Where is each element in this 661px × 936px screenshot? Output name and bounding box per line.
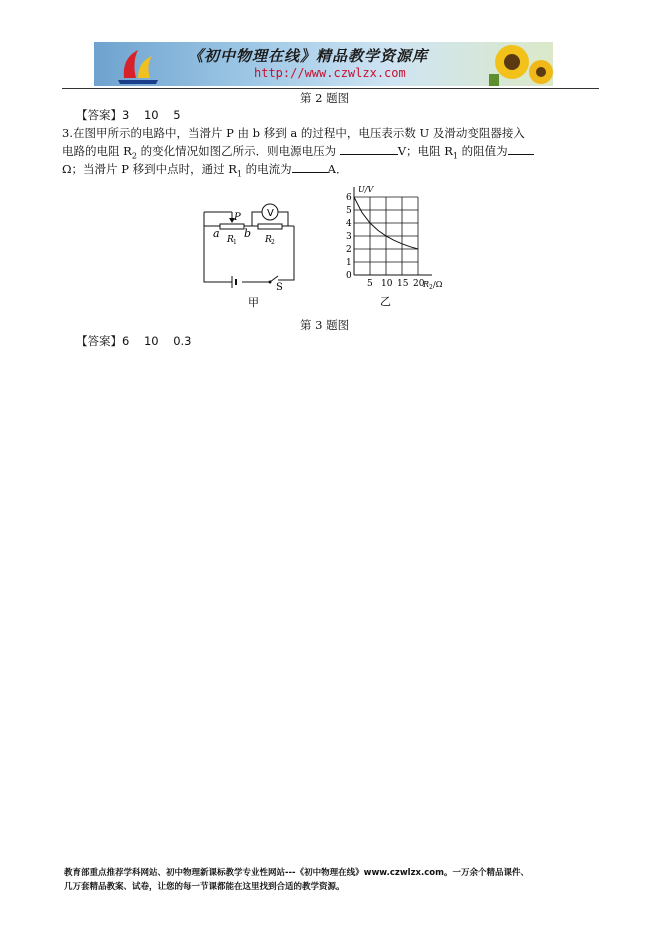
label-r2-sub: 2 (271, 239, 275, 246)
y-tick-label: 6 (346, 193, 352, 203)
q3-sub: 1 (236, 169, 242, 179)
x-axis-label-sub: 2 (429, 284, 433, 291)
answer-blank-current[interactable] (292, 162, 328, 173)
y-tick-label: 2 (346, 245, 352, 255)
x-axis-unit: /Ω (433, 280, 443, 289)
x-axis-label: R (423, 280, 430, 289)
label-r1: R (227, 235, 234, 245)
q3-text: Ω；当滑片 P 移到中点时，通过 R (62, 162, 237, 176)
label-r2: R (265, 235, 272, 245)
question3-line1: 3.在图甲所示的电路中，当滑片 P 由 b 移到 a 的过程中，电压表示数 U 及滑动变阻器接入 (62, 126, 525, 140)
header-rule (62, 88, 599, 89)
q3-text: 的电流为 (242, 162, 292, 176)
label-b: b (244, 227, 252, 240)
u-r-graph (330, 176, 460, 312)
header-banner (94, 42, 553, 86)
answer-blank-voltage[interactable] (340, 144, 398, 155)
y-tick-label: 1 (346, 258, 352, 268)
circuit-caption: 甲 (248, 296, 259, 308)
x-tick-label: 15 (397, 279, 409, 289)
answer2 (76, 108, 181, 122)
x-tick-label: 10 (381, 279, 393, 289)
footer-line2: 几万套精品教案、试卷，让您的每一节课都能在这里找到合适的教学资源。 (64, 882, 345, 892)
y-tick-label: 5 (346, 206, 352, 216)
answer3-values: 6 10 0.3 (122, 334, 192, 348)
wire-left (204, 212, 232, 282)
graph-caption: 乙 (380, 295, 391, 308)
x-tick-label: 20 (413, 279, 425, 289)
answer3 (76, 334, 191, 348)
resistor-r1 (220, 224, 244, 229)
answer2-values: 3 10 5 (122, 108, 181, 122)
circuit-diagram (196, 196, 300, 308)
fig3-caption: 第 3 题图 (300, 318, 350, 332)
footer-line1: 教育部重点推荐学科网站、初中物理新课标教学专业性网站---《初中物理在线》www.czwlzx.com。一万余个精品课件、 (64, 868, 529, 878)
answer-blank-resistance[interactable] (508, 144, 534, 155)
question3-line3 (62, 162, 347, 181)
switch-contact (269, 281, 272, 284)
q3-text: V；电阻 R (397, 144, 453, 158)
q3-text: 的变化情况如图乙所示．则电源电压为 (136, 144, 337, 158)
y-tick-label: 3 (346, 232, 352, 242)
q3-text: 电路的电阻 R (62, 144, 132, 158)
label-s: S (276, 282, 283, 293)
question3-line2 (62, 144, 534, 163)
answer2-label: 【答案】 (76, 108, 122, 122)
banner-url: http://www.czwlzx.com (254, 66, 406, 80)
q3-sub: 1 (452, 151, 458, 161)
q3-text: A． (327, 162, 348, 176)
x-tick-label: 5 (367, 279, 373, 289)
q3-text: 的阻值为 (457, 144, 508, 158)
wire-right (278, 226, 294, 280)
y-axis-label: U/V (358, 185, 374, 194)
label-r1-sub: 1 (233, 239, 237, 246)
site-logo-icon (118, 50, 158, 84)
label-p: P (234, 212, 241, 223)
q3-sub: 2 (131, 151, 137, 161)
banner-title: 《初中物理在线》精品教学资源库 (188, 47, 429, 65)
origin-label: 0 (346, 271, 352, 281)
answer3-label: 【答案】 (76, 334, 122, 348)
resistor-r2 (258, 224, 282, 229)
voltmeter-label: V (267, 208, 274, 219)
fig2-caption: 第 2 题图 (300, 91, 350, 105)
sunflower-decoration-icon (489, 45, 553, 86)
y-tick-label: 4 (346, 219, 352, 229)
label-a: a (213, 227, 220, 240)
